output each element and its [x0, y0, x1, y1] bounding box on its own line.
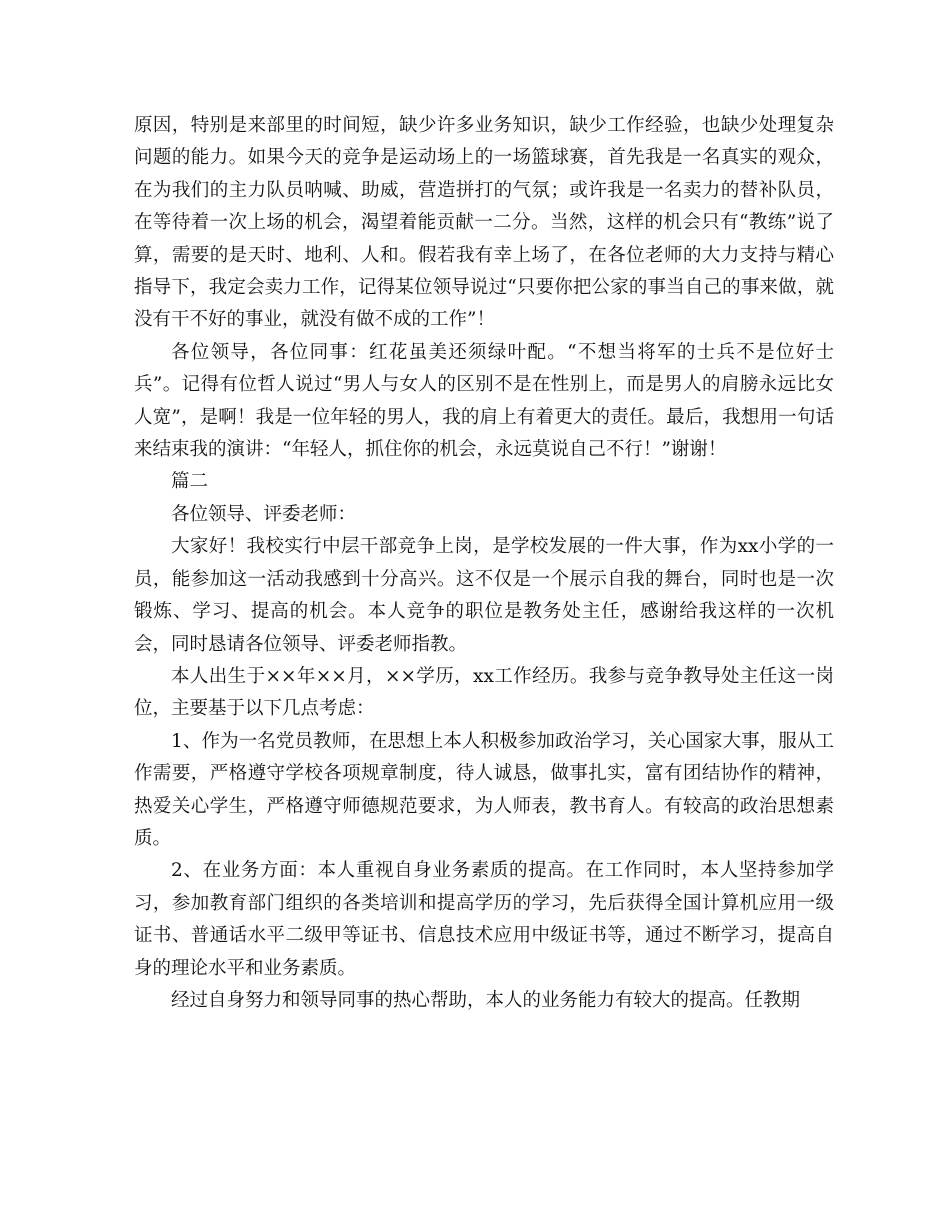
paragraph-7: 经过自身努力和领导同事的热心帮助，本人的业务能力有较大的提高。任教期 [171, 989, 801, 1011]
paragraph-1: 原因，特别是来部里的时间短，缺少许多业务知识，缺少工作经验，也缺少处理复杂问题的能力。如果今天的竞争是运动场上的一场篮球赛，首先我是一名真实的观众，在为我们的主力队员呐喊、助威，营造拼打的气氛；或许我是一名卖力的替补队员，在等待着一次上场的机会，渴望着能贡献一二分。当然，这样的机会只有“教练”说了算，需要的是天时、地利、人和。假若我有幸上场了，在各位老师的大力支持与精心指导下，我定会卖力工作，记得某位领导说过“只要你把公家的事当自己的事来做，就没有干不好的事业，就没有做不成的工作”！ [134, 115, 834, 331]
paragraph-2: 各位领导，各位同事：红花虽美还须绿叶配。“不想当将军的士兵不是位好士兵”。记得有位哲人说过“男人与女人的区别不是在性别上，而是男人的肩膀永远比女人宽”，是啊！我是一位年轻的男人，我的肩上有着更大的责任。最后，我想用一句话来结束我的演讲：“年轻人，抓住你的机会，永远莫说自己不行！”谢谢！ [134, 341, 834, 461]
document-body [134, 110, 834, 1017]
section-heading: 篇二 [171, 471, 209, 493]
salutation: 各位领导、评委老师： [171, 503, 357, 525]
paragraph-3: 大家好！我校实行中层干部竞争上岗，是学校发展的一件大事，作为xx小学的一员，能参加这一活动我感到十分高兴。这不仅是一个展示自我的舞台，同时也是一次锻炼、学习、提高的机会。本人竞争的职位是教务处主任，感谢给我这样的一次机会，同时恳请各位领导、评委老师指教。 [134, 536, 834, 655]
paragraph-5: 1、作为一名党员教师，在思想上本人积极参加政治学习，关心国家大事，服从工作需要，严格遵守学校各项规章制度，待人诚恳，做事扎实，富有团结协作的精神，热爱关心学生，严格遵守师德规范要求，为人师表，教书育人。有较高的政治思想素质。 [134, 730, 834, 849]
paragraph-6: 2、在业务方面：本人重视自身业务素质的提高。在工作同时，本人坚持参加学习，参加教育部门组织的各类培训和提高学历的学习，先后获得全国计算机应用一级证书、普通话水平二级甲等证书、信息技术应用中级证书等，通过不断学习，提高自身的理论水平和业务素质。 [134, 860, 834, 979]
paragraph-4: 本人出生于××年××月，××学历，xx工作经历。我参与竞争教导处主任这一岗位，主要基于以下几点考虑： [134, 665, 834, 720]
